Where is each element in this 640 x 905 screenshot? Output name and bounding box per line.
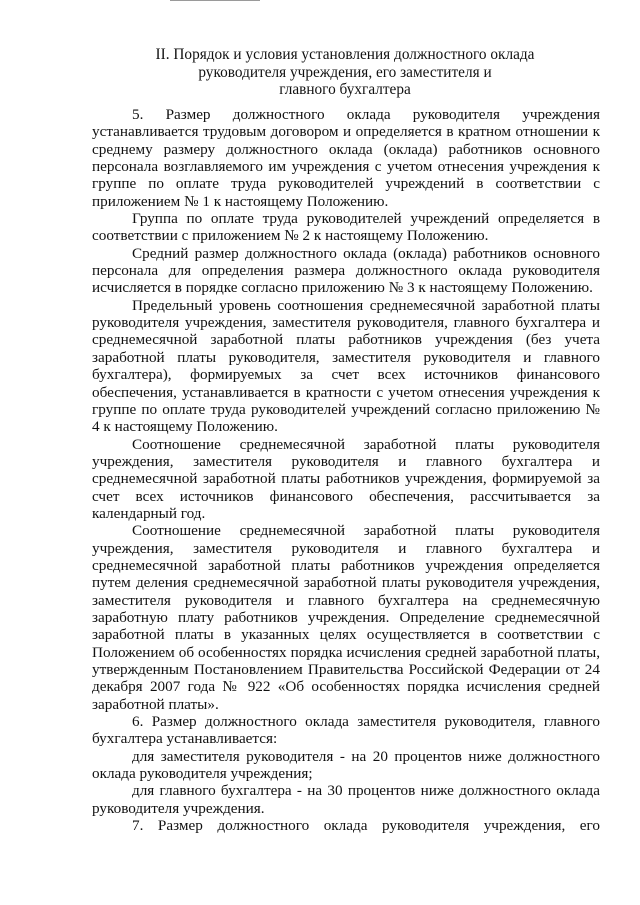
paragraph-group-definition: Группа по оплате труда руководителей учреждений определяется в соответствии с приложением № 2 к настоящему Положению. [92, 210, 600, 245]
document-body [92, 106, 600, 834]
heading-line-2: руководителя учреждения, его заместителя и [198, 63, 492, 81]
paragraph-average-salary: Средний размер должностного оклада (оклада) работников основного персонала для определения размера должностного оклада руководителя исчисляется в порядке согласно приложению № 3 к настоящему Положению. [92, 244, 600, 297]
paragraph-chief-accountant-salary: для главного бухгалтера - на 30 процентов ниже должностного оклада руководителя учреждения. [92, 782, 600, 817]
paragraph-item-5: 5. Размер должностного оклада руководителя учреждения устанавливается трудовым договором и определяется в кратном отношении к среднему размеру должностного оклада (оклада) работников основного персонала возглавляемого им учреждения с учетом отнесения учреждения к группе по оплате труда руководителей учреждений в соответствии с приложением № 1 к настоящему Положению. [92, 106, 600, 210]
paragraph-ratio-period: Соотношение среднемесячной заработной платы руководителя учреждения, заместителя руководителя и главного бухгалтера и среднемесячной заработной платы работников учреждения, формируемой за счет всех источников финансового обеспечения, рассчитывается за календарный год. [92, 435, 600, 522]
paragraph-item-7: 7. Размер должностного оклада руководителя учреждения, его [132, 817, 600, 835]
section-heading [120, 46, 570, 99]
paragraph-deputy-salary: для заместителя руководителя - на 20 процентов ниже должностного оклада руководителя учреждения; [92, 747, 600, 783]
heading-line-3: главного бухгалтера [279, 81, 411, 98]
paragraph-item-6: 6. Размер должностного оклада заместителя руководителя, главного бухгалтера устанавливается: [92, 713, 600, 748]
scan-edge-line [170, 0, 260, 1]
paragraph-max-ratio: Предельный уровень соотношения среднемесячной заработной платы руководителя учреждения, заместителя руководителя, главного бухгалтера и среднемесячной заработной платы работников учреждения (без учета заработной платы руководителя, заместителя руководителя и главного бухгалтера), формируемых за счет всех источников финансового обеспечения, устанавливается в кратности с учетом отнесения учреждения к группе по оплате труда руководителей учреждений согласно приложению № 4 к настоящему Положению. [92, 296, 600, 436]
heading-line-1: II. Порядок и условия установления должностного оклада [155, 46, 535, 63]
paragraph-ratio-calculation: Соотношение среднемесячной заработной платы руководителя учреждения, заместителя руководителя и главного бухгалтера и среднемесячной заработной платы работников учреждения определяется путем деления среднемесячной заработной платы руководителя учреждения, заместителя руководителя и главного бухгалтера на среднемесячную заработную плату работников учреждения. Определение среднемесячной заработной платы в указанных целях осуществляется в соответствии с Положением об особенностях порядка исчисления средней заработной платы, утвержденным Постановлением Правительства Российской Федерации от 24 декабря 2007 года № 922 «Об особенностях порядка исчисления средней заработной платы». [92, 522, 600, 713]
